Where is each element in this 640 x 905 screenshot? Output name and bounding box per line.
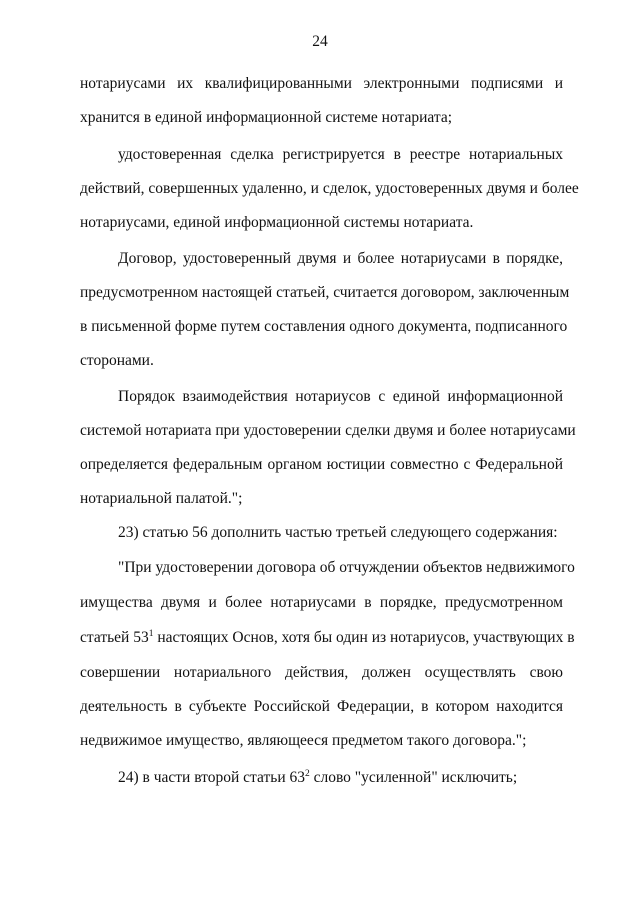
text-line-3: удостоверенная сделка регистрируется в реестре нотариальных	[118, 146, 563, 163]
text-line-16: имущества двумя и более нотариусами в порядке, предусмотренном	[80, 594, 563, 611]
text-line-14: 23) статью 56 дополнить частью третьей следующего содержания:	[118, 524, 558, 541]
text-line-10: Порядок взаимодействия нотариусов с единой информационной	[118, 388, 563, 405]
text-line-7: предусмотренном настоящей статьей, считается договором, заключенным	[80, 284, 570, 301]
text-line-4: действий, совершенных удаленно, и сделок, удостоверенных двумя и более	[80, 180, 579, 197]
article-53-suffix: настоящих Основ, хотя бы один из нотариусов, участвующих в	[153, 629, 575, 646]
text-line-11: системой нотариата при удостоверении сделки двумя и более нотариусами	[80, 422, 576, 439]
article-53-prefix: статьей 53	[80, 629, 149, 646]
text-line-17	[80, 628, 575, 648]
text-line-15: "При удостоверении договора об отчуждении объектов недвижимого	[118, 559, 575, 576]
text-line-21	[118, 768, 563, 788]
page-number: 24	[312, 33, 328, 50]
item-24-suffix: слово "усиленной" исключить;	[309, 769, 518, 786]
text-line-19: деятельность в субъекте Российской Федерации, в котором находится	[80, 698, 563, 715]
text-line-2: хранится в единой информационной системе нотариата;	[80, 109, 453, 126]
article-53-superscript: 1	[148, 629, 154, 639]
item-24-superscript: 2	[304, 769, 310, 779]
text-line-18: совершении нотариального действия, должен осуществлять свою	[80, 664, 563, 681]
text-line-12: определяется федеральным органом юстиции совместно с Федеральной	[80, 456, 563, 473]
text-line-20: недвижимое имущество, являющееся предметом такого договора.";	[80, 732, 527, 749]
text-line-13: нотариальной палатой.";	[80, 490, 243, 507]
text-line-6: Договор, удостоверенный двумя и более нотариусами в порядке,	[118, 250, 563, 267]
item-24-prefix: 24) в части второй статьи 63	[118, 769, 305, 786]
text-line-1: нотариусами их квалифицированными электронными подписями и	[80, 75, 563, 92]
text-line-5: нотариусами, единой информационной системы нотариата.	[80, 214, 474, 231]
text-line-9: сторонами.	[80, 352, 154, 369]
text-line-8: в письменной форме путем составления одного документа, подписанного	[80, 318, 568, 335]
